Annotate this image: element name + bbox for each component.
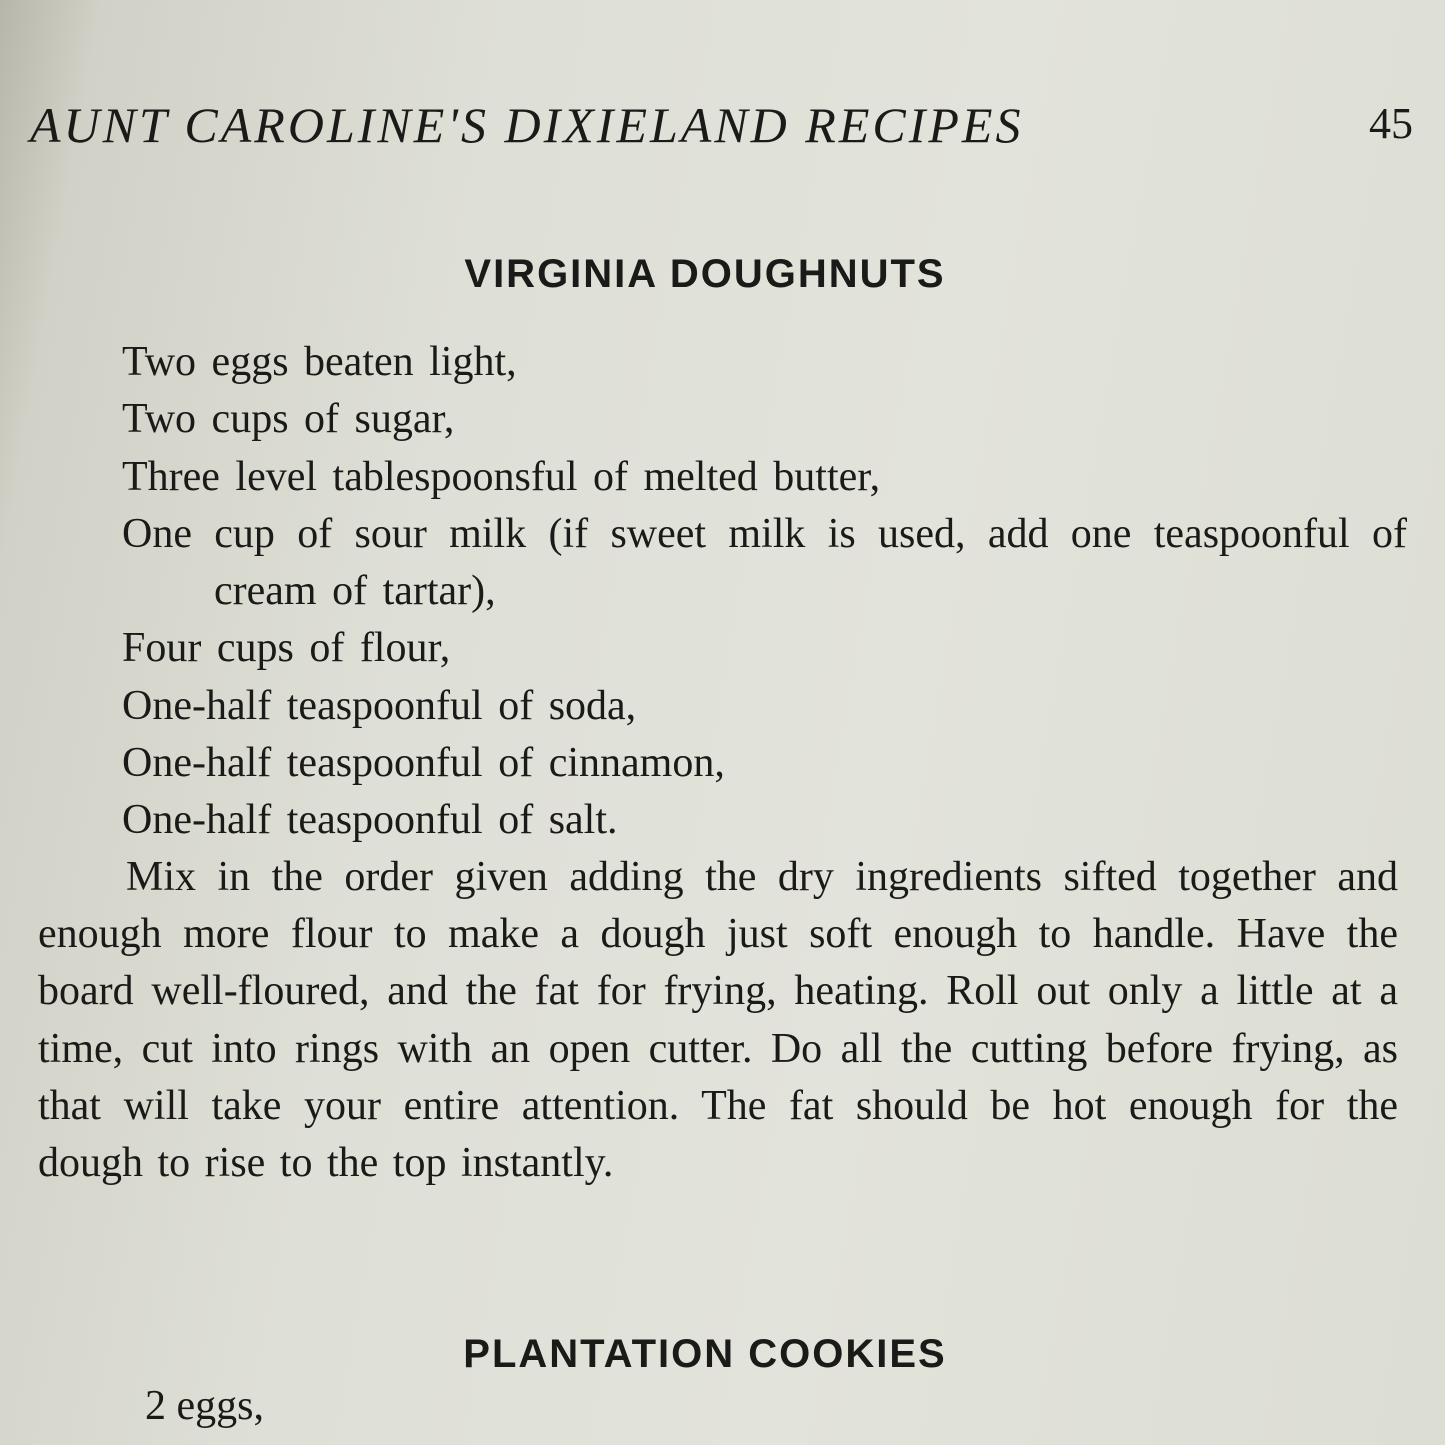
ingredient-line: Two eggs beaten light, [122,339,517,385]
method-paragraph: Mix in the order given adding the dry ingredients sifted together and enough more flour to make a dough just soft enough to handle. Have the board well-floured, and the fat for frying, heating. Roll out only a little at a time, cut into rings with an open cutter. Do all the cutting before frying, as that will take your entire attention. The fat should be hot enough for the dough to rise to the top instantly. [38,854,1398,1187]
ingredient-line: Three level tablespoonsful of melted butter, [122,453,881,500]
ingredient-line: One-half teaspoonful of salt. [122,797,618,844]
ingredient-list-2 [145,1378,264,1435]
recipe-title-virginia-doughnuts: VIRGINIA DOUGHNUTS [464,252,946,296]
ingredient-list [122,334,1407,850]
ingredient-line: Two cups of sugar, [122,396,455,443]
ingredient-line: Four cups of flour, [122,625,451,672]
recipe-title-plantation-cookies: PLANTATION COOKIES [463,1332,947,1376]
running-head-title: AUNT CAROLINE'S DIXIELAND RECIPES [30,97,1024,153]
page-number: 45 [1369,99,1413,148]
ingredient-line: One cup of sour milk (if sweet milk is used, add one teaspoonful of cream of tartar), [122,510,1407,615]
ingredient-line: One-half teaspoonful of soda, [122,682,637,729]
ingredient-line: 2 eggs, [145,1383,264,1429]
ingredient-line: One-half teaspoonful of cinnamon, [122,740,725,787]
